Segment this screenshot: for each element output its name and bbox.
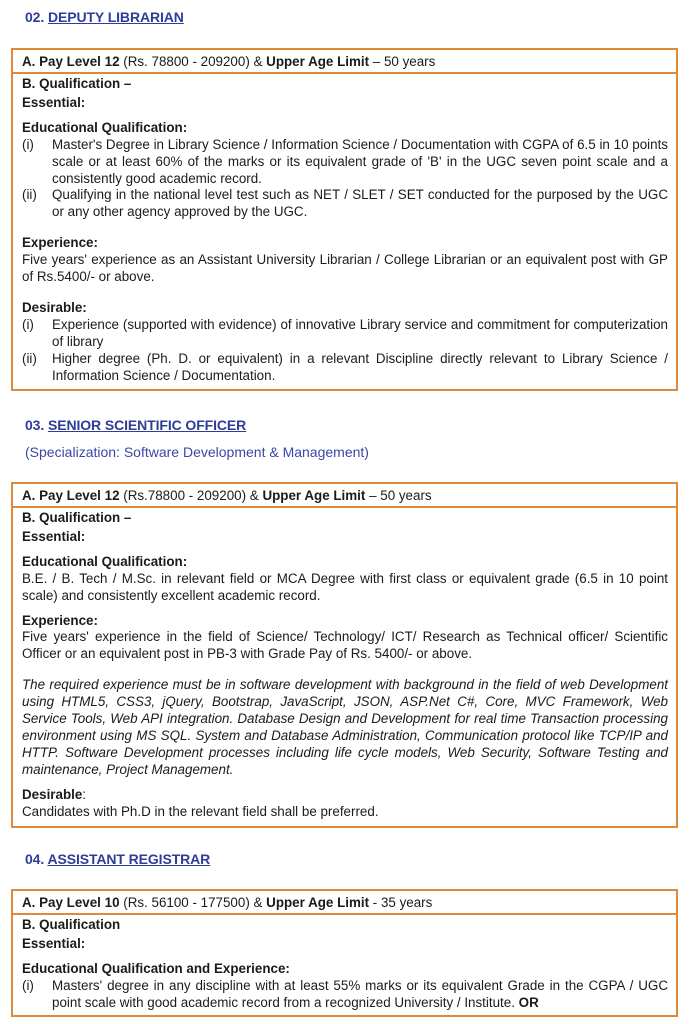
- assistant-registrar-box: [11, 889, 678, 1017]
- desirable-heading: Desirable: [22, 786, 83, 802]
- age-limit-value: - 35 years: [369, 895, 433, 910]
- pay-level-label: A. Pay Level 12: [22, 54, 120, 69]
- edu-heading: Educational Qualification:: [22, 553, 188, 569]
- pay-level-row: [13, 891, 676, 915]
- age-limit-value: – 50 years: [369, 54, 436, 69]
- pay-level-label: A. Pay Level 12: [22, 488, 120, 503]
- age-limit-value: – 50 years: [365, 488, 432, 503]
- pay-range: (Rs.78800 - 209200) &: [119, 488, 263, 503]
- desirable-heading: Desirable:: [22, 299, 87, 315]
- qualification-block: [13, 508, 676, 823]
- list-item: [22, 978, 668, 1012]
- experience-heading: Experience:: [22, 235, 98, 251]
- item-number: (i): [22, 977, 34, 993]
- section-title: ASSISTANT REGISTRAR: [47, 851, 211, 867]
- qualification-label: B. Qualification –: [22, 76, 132, 91]
- essential-label: Essential:: [22, 94, 86, 110]
- item-text-wrap: [52, 978, 668, 1012]
- section-heading-senior-scientific-officer: [25, 417, 246, 433]
- experience-details: The required experience must be in software development with background in the field of web Development using HTML5, CSS3, jQuery, Bootstrap, JavaScript, JSON, ASP.Net C#, Core, MVC Framework, Web Service Tools, Web API integration. Database Design and Development for real time Transaction processing environment using MS SQL. System and Database Administration, Communication protocol like TCP/IP and HTTP. Software Development processes including life cycle models, Web Security, Software Testing and maintenance, Project Management.: [22, 677, 668, 777]
- section-number: 02.: [25, 9, 45, 25]
- item-text: Experience (supported with evidence) of innovative Library service and commitment for computerization of library: [52, 316, 668, 349]
- age-limit-label: Upper Age Limit: [266, 895, 370, 910]
- qualification-block: [13, 74, 676, 387]
- item-text: Qualifying in the national level test such as NET / SLET / SET conducted for the purposed by the UGC or any other agency approved by the UGC.: [52, 187, 668, 220]
- list-item: [22, 317, 668, 351]
- pay-level-row: [13, 50, 676, 74]
- list-item: [22, 137, 668, 188]
- item-text: Master's Degree in Library Science / Information Science / Documentation with CGPA of 6.5 in 10 points scale or at least 60% of the marks or its equivalent grade of 'B' in the UGC seven point scale and a consistently good academic record.: [52, 136, 668, 186]
- essential-label: Essential:: [22, 528, 86, 544]
- pay-range: (Rs. 56100 - 177500) &: [119, 895, 267, 910]
- item-number: (ii): [22, 187, 37, 203]
- or-label: OR: [518, 994, 539, 1010]
- item-number: (i): [22, 316, 34, 332]
- desirable-heading-line: [22, 787, 668, 804]
- essential-label: Essential:: [22, 935, 86, 951]
- specialization-note: (Specialization: Software Development & Management): [25, 444, 369, 460]
- list-item: [22, 187, 668, 221]
- deputy-librarian-box: [11, 48, 678, 391]
- section-heading-assistant-registrar: [25, 851, 210, 867]
- item-text: Masters' degree in any discipline with at least 55% marks or its equivalent Grade in the CGPA / UGC point scale with good academic record from a recognized University / Institute.: [52, 977, 668, 1010]
- section-heading-deputy-librarian: [25, 9, 184, 25]
- qualification-block: [13, 915, 676, 1014]
- section-number: 04.: [25, 851, 45, 867]
- edu-heading: Educational Qualification and Experience:: [22, 960, 290, 976]
- item-text: Higher degree (Ph. D. or equivalent) in a relevant Discipline directly relevant to Library Science / Information Science / Documentation.: [52, 350, 668, 383]
- edu-heading: Educational Qualification:: [22, 119, 188, 135]
- pay-range: (Rs. 78800 - 209200) &: [119, 54, 267, 69]
- section-title: SENIOR SCIENTIFIC OFFICER: [47, 417, 247, 433]
- senior-scientific-officer-box: [11, 482, 678, 828]
- item-number: (i): [22, 136, 34, 152]
- pay-level-row: [13, 484, 676, 508]
- pay-level-label: A. Pay Level 10: [22, 895, 120, 910]
- section-title: DEPUTY LIBRARIAN: [47, 9, 184, 25]
- qualification-label: B. Qualification: [22, 917, 121, 932]
- experience-text: Five years' experience as an Assistant University Librarian / College Librarian or an equivalent post with GP of Rs.5400/- or above.: [22, 252, 668, 285]
- desirable-text: Candidates with Ph.D in the relevant field shall be preferred.: [22, 803, 379, 819]
- edu-text: B.E. / B. Tech / M.Sc. in relevant field or MCA Degree with first class or equivalent grade (6.5 in 10 point scale) and consistently excellent academic record.: [22, 570, 668, 603]
- age-limit-label: Upper Age Limit: [266, 54, 370, 69]
- qualification-label: B. Qualification –: [22, 510, 132, 525]
- desirable-colon: :: [82, 786, 87, 802]
- list-item: [22, 351, 668, 385]
- experience-text: Five years' experience in the field of Science/ Technology/ ICT/ Research as Technical officer/ Scientific Officer or an equivalent post in PB-3 with Grade Pay of Rs. 5400/- or above.: [22, 629, 668, 662]
- experience-heading: Experience:: [22, 612, 98, 628]
- age-limit-label: Upper Age Limit: [262, 488, 366, 503]
- item-number: (ii): [22, 350, 37, 366]
- section-number: 03.: [25, 417, 45, 433]
